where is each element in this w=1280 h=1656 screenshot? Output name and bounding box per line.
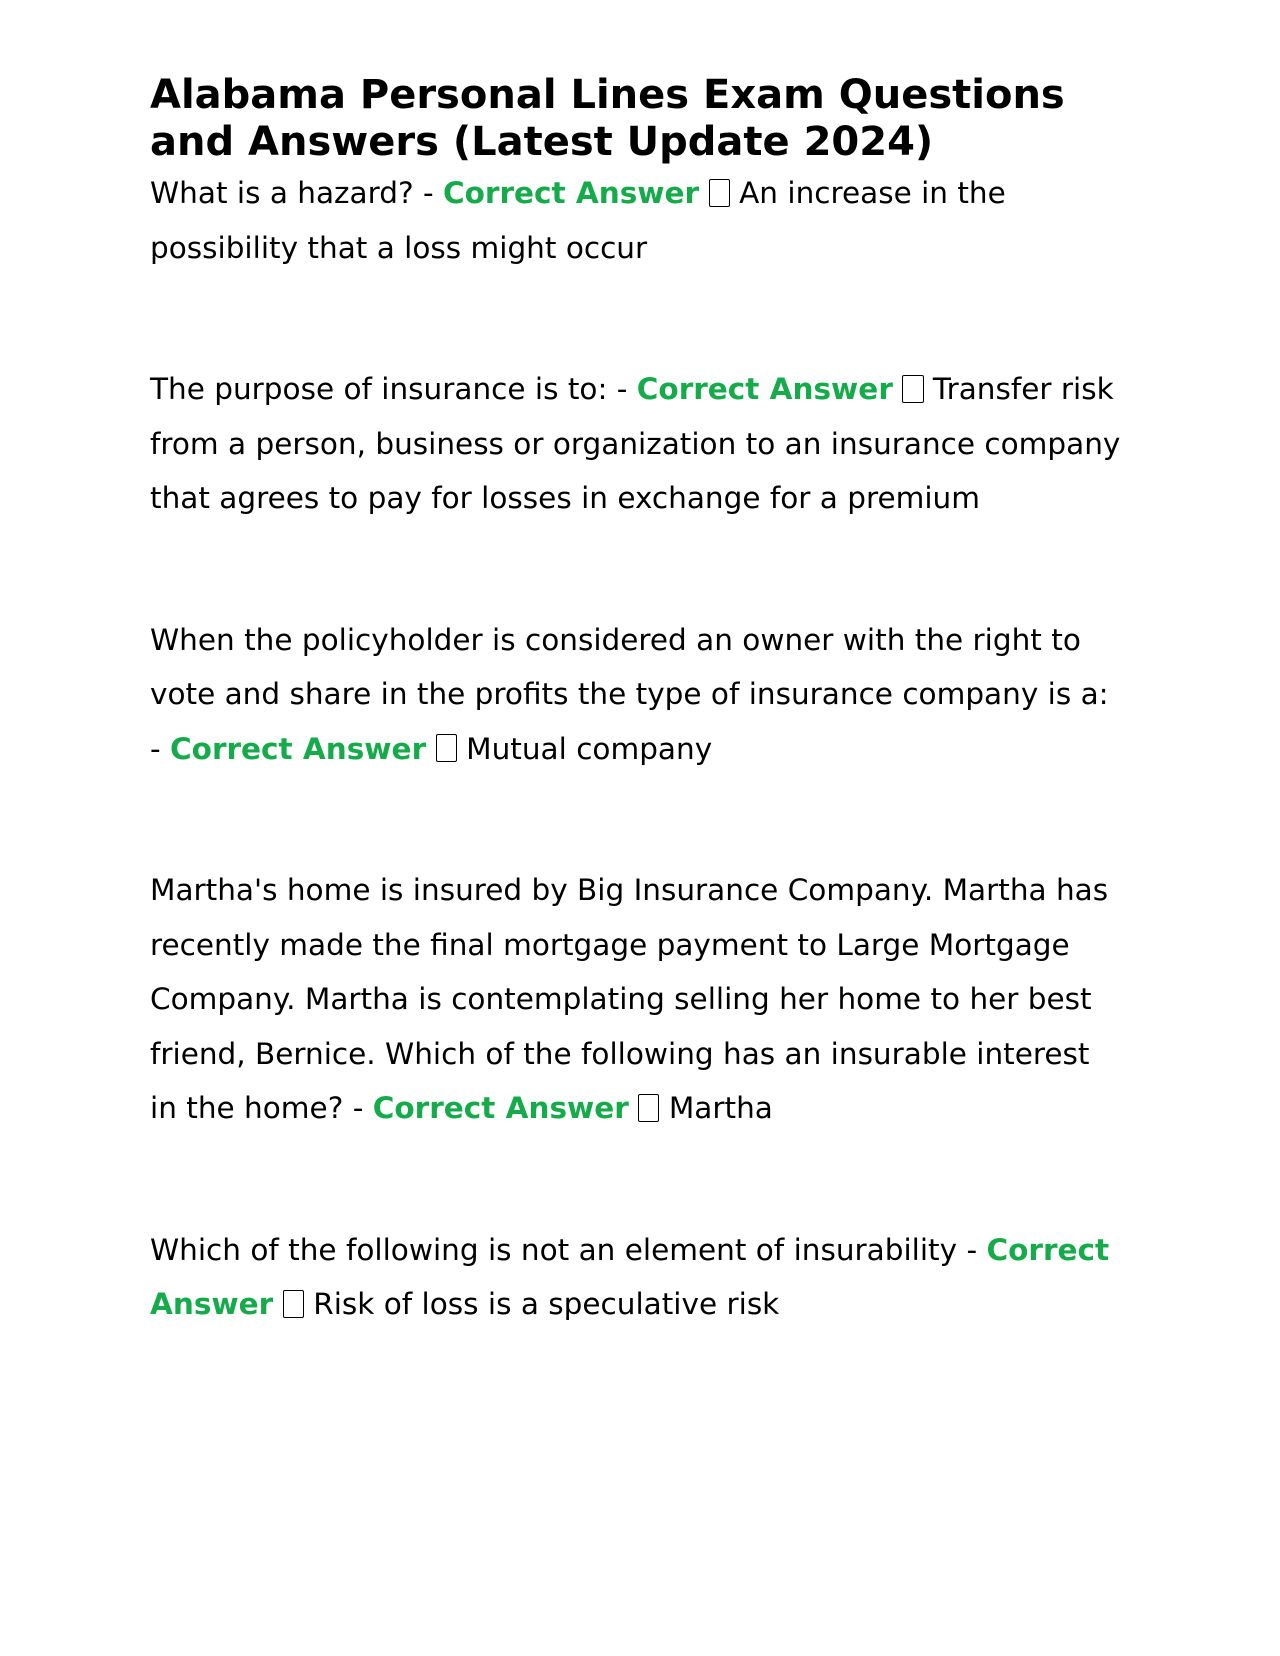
answer-text: Transfer risk from a person, business or organization to an insurance company that agrees to pay for losses in exchange for a premium — [150, 372, 1121, 515]
answer-text: Martha — [668, 1091, 773, 1125]
qa-item — [150, 863, 1125, 1136]
correct-answer-label: Correct Answer — [150, 1232, 1110, 1321]
qa-item — [150, 613, 1125, 777]
qa-item — [150, 166, 1125, 275]
missing-glyph-icon — [436, 734, 457, 762]
answer-text: Risk of loss is a speculative risk — [313, 1287, 780, 1321]
document-page — [150, 72, 1125, 1332]
question-text: Martha's home is insured by Big Insurance Company. Martha has recently made the final mortgage payment to Large Mortgage Company. Martha is contemplating selling her home to her best friend, Bernice. Which of the following has an insurable interest in the home? - — [150, 873, 1109, 1125]
document-title: Alabama Personal Lines Exam Questions and Answers (Latest Update 2024) — [150, 72, 1065, 165]
missing-glyph-icon — [638, 1094, 659, 1122]
answer-text: An increase in the possibility that a loss might occur — [150, 176, 1006, 265]
missing-glyph-icon — [709, 179, 730, 207]
answer-text: Mutual company — [466, 731, 713, 766]
correct-answer-label: Correct Answer — [636, 372, 893, 406]
question-text: Which of the following is not an element of insurability - — [150, 1232, 987, 1267]
question-text: What is a hazard? - — [150, 176, 444, 210]
question-text: When the policyholder is considered an owner with the right to vote and share in the profits the type of insurance company is a: - — [150, 622, 1109, 766]
qa-item — [150, 1223, 1125, 1332]
missing-glyph-icon — [902, 375, 923, 403]
correct-answer-label: Correct Answer — [372, 1091, 629, 1125]
question-text: The purpose of insurance is to: - — [150, 372, 637, 406]
correct-answer-label: Correct Answer — [443, 176, 700, 210]
correct-answer-label: Correct Answer — [170, 731, 427, 766]
missing-glyph-icon — [283, 1290, 304, 1318]
qa-item — [150, 362, 1125, 526]
